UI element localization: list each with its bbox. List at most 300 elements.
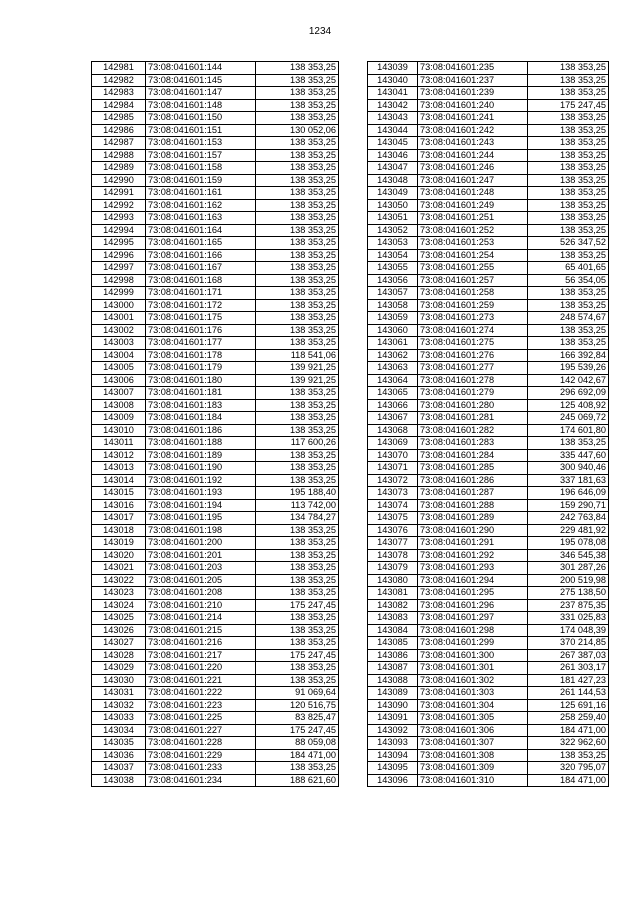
table-row <box>368 249 609 262</box>
row-number-cell: 143076 <box>368 524 418 537</box>
row-number-cell: 143039 <box>368 62 418 75</box>
table-row <box>368 137 609 150</box>
table-row <box>368 637 609 650</box>
row-number-cell: 143035 <box>92 737 146 750</box>
cadastral-number-cell: 73:08:041601:214 <box>146 612 256 625</box>
page-number: 1234 <box>308 26 332 37</box>
value-cell: 138 353,25 <box>256 424 339 437</box>
row-number-cell: 143047 <box>368 162 418 175</box>
row-number-cell: 143024 <box>92 599 146 612</box>
cadastral-number-cell: 73:08:041601:291 <box>418 537 528 550</box>
table-row <box>368 699 609 712</box>
table-row <box>92 549 339 562</box>
value-cell: 134 784,27 <box>256 512 339 525</box>
value-cell: 138 353,25 <box>256 249 339 262</box>
table-row <box>92 237 339 250</box>
value-cell: 275 138,50 <box>528 587 609 600</box>
value-cell: 138 353,25 <box>528 212 609 225</box>
cadastral-number-cell: 73:08:041601:253 <box>418 237 528 250</box>
value-cell: 138 353,25 <box>256 574 339 587</box>
value-cell: 138 353,25 <box>256 549 339 562</box>
row-number-cell: 142995 <box>92 237 146 250</box>
table-row <box>92 399 339 412</box>
table-row <box>92 524 339 537</box>
cadastral-number-cell: 73:08:041601:190 <box>146 462 256 475</box>
cadastral-number-cell: 73:08:041601:180 <box>146 374 256 387</box>
value-cell: 65 401,65 <box>528 262 609 275</box>
table-row <box>368 274 609 287</box>
row-number-cell: 142992 <box>92 199 146 212</box>
table-row <box>92 724 339 737</box>
table-row <box>92 74 339 87</box>
value-cell: 138 353,25 <box>528 149 609 162</box>
value-cell: 138 353,25 <box>256 274 339 287</box>
table-row <box>92 349 339 362</box>
table-row <box>368 562 609 575</box>
table-row <box>368 487 609 500</box>
row-number-cell: 142999 <box>92 287 146 300</box>
row-number-cell: 143030 <box>92 674 146 687</box>
table-row <box>368 774 609 787</box>
row-number-cell: 142993 <box>92 212 146 225</box>
cadastral-number-cell: 73:08:041601:301 <box>418 662 528 675</box>
value-cell: 125 691,16 <box>528 699 609 712</box>
cadastral-number-cell: 73:08:041601:235 <box>418 62 528 75</box>
value-cell: 138 353,25 <box>256 312 339 325</box>
row-number-cell: 143091 <box>368 712 418 725</box>
cadastral-number-cell: 73:08:041601:299 <box>418 637 528 650</box>
table-row <box>92 737 339 750</box>
cadastral-number-cell: 73:08:041601:288 <box>418 499 528 512</box>
table-row <box>92 512 339 525</box>
value-cell: 174 048,39 <box>528 624 609 637</box>
cadastral-number-cell: 73:08:041601:283 <box>418 437 528 450</box>
row-number-cell: 143055 <box>368 262 418 275</box>
cadastral-number-cell: 73:08:041601:229 <box>146 749 256 762</box>
value-cell: 175 247,45 <box>528 99 609 112</box>
value-cell: 138 353,25 <box>528 74 609 87</box>
value-cell: 138 353,25 <box>256 762 339 775</box>
row-number-cell: 143062 <box>368 349 418 362</box>
cadastral-number-cell: 73:08:041601:192 <box>146 474 256 487</box>
table-row <box>368 662 609 675</box>
cadastral-number-cell: 73:08:041601:293 <box>418 562 528 575</box>
table-row <box>368 387 609 400</box>
row-number-cell: 143056 <box>368 274 418 287</box>
value-cell: 138 353,25 <box>528 174 609 187</box>
cadastral-number-cell: 73:08:041601:307 <box>418 737 528 750</box>
value-cell: 267 387,03 <box>528 649 609 662</box>
value-cell: 184 471,00 <box>528 774 609 787</box>
table-row <box>368 174 609 187</box>
row-number-cell: 142996 <box>92 249 146 262</box>
row-number-cell: 143073 <box>368 487 418 500</box>
cadastral-number-cell: 73:08:041601:228 <box>146 737 256 750</box>
value-cell: 196 646,09 <box>528 487 609 500</box>
table-row <box>92 774 339 787</box>
row-number-cell: 142986 <box>92 124 146 137</box>
row-number-cell: 143017 <box>92 512 146 525</box>
value-cell: 138 353,25 <box>256 199 339 212</box>
cadastral-number-cell: 73:08:041601:168 <box>146 274 256 287</box>
cadastral-number-cell: 73:08:041601:221 <box>146 674 256 687</box>
value-cell: 138 353,25 <box>256 624 339 637</box>
value-cell: 370 214,85 <box>528 637 609 650</box>
cadastral-number-cell: 73:08:041601:287 <box>418 487 528 500</box>
table-row <box>92 662 339 675</box>
cadastral-number-cell: 73:08:041601:144 <box>146 62 256 75</box>
row-number-cell: 143040 <box>368 74 418 87</box>
cadastral-number-cell: 73:08:041601:309 <box>418 762 528 775</box>
table-row <box>368 737 609 750</box>
row-number-cell: 143094 <box>368 749 418 762</box>
cadastral-number-cell: 73:08:041601:278 <box>418 374 528 387</box>
table-row <box>368 624 609 637</box>
row-number-cell: 143063 <box>368 362 418 375</box>
value-cell: 159 290,71 <box>528 499 609 512</box>
row-number-cell: 142988 <box>92 149 146 162</box>
value-cell: 56 354,05 <box>528 274 609 287</box>
cadastral-number-cell: 73:08:041601:254 <box>418 249 528 262</box>
cadastral-number-cell: 73:08:041601:282 <box>418 424 528 437</box>
cadastral-number-cell: 73:08:041601:241 <box>418 112 528 125</box>
table-row <box>92 199 339 212</box>
table-row <box>92 499 339 512</box>
table-row <box>92 137 339 150</box>
table-row <box>92 187 339 200</box>
table-row <box>92 674 339 687</box>
table-row <box>92 474 339 487</box>
cadastral-number-cell: 73:08:041601:280 <box>418 399 528 412</box>
cadastral-number-cell: 73:08:041601:286 <box>418 474 528 487</box>
table-row <box>92 62 339 75</box>
value-cell: 138 353,25 <box>256 324 339 337</box>
table-row <box>368 499 609 512</box>
row-number-cell: 143020 <box>92 549 146 562</box>
table-row <box>368 587 609 600</box>
value-cell: 138 353,25 <box>528 299 609 312</box>
cadastral-number-cell: 73:08:041601:161 <box>146 187 256 200</box>
value-cell: 91 069,64 <box>256 687 339 700</box>
table-row <box>368 749 609 762</box>
row-number-cell: 142991 <box>92 187 146 200</box>
value-cell: 138 353,25 <box>528 224 609 237</box>
table-row <box>368 599 609 612</box>
row-number-cell: 143071 <box>368 462 418 475</box>
value-cell: 138 353,25 <box>256 224 339 237</box>
table-row <box>368 112 609 125</box>
row-number-cell: 143007 <box>92 387 146 400</box>
row-number-cell: 143018 <box>92 524 146 537</box>
value-cell: 139 921,25 <box>256 374 339 387</box>
row-number-cell: 143029 <box>92 662 146 675</box>
row-number-cell: 143095 <box>368 762 418 775</box>
table-row <box>368 87 609 100</box>
table-row <box>368 474 609 487</box>
value-cell: 337 181,63 <box>528 474 609 487</box>
value-cell: 117 600,26 <box>256 437 339 450</box>
cadastral-number-cell: 73:08:041601:193 <box>146 487 256 500</box>
table-row <box>368 649 609 662</box>
cadastral-number-cell: 73:08:041601:171 <box>146 287 256 300</box>
table-row <box>92 112 339 125</box>
value-cell: 138 353,25 <box>256 287 339 300</box>
row-number-cell: 143088 <box>368 674 418 687</box>
table-row <box>368 287 609 300</box>
cadastral-number-cell: 73:08:041601:176 <box>146 324 256 337</box>
value-cell: 195 539,26 <box>528 362 609 375</box>
registry-table-left <box>91 61 339 787</box>
row-number-cell: 143077 <box>368 537 418 550</box>
value-cell: 138 353,25 <box>256 112 339 125</box>
value-cell: 175 247,45 <box>256 649 339 662</box>
row-number-cell: 143083 <box>368 612 418 625</box>
value-cell: 175 247,45 <box>256 599 339 612</box>
cadastral-number-cell: 73:08:041601:165 <box>146 237 256 250</box>
value-cell: 138 353,25 <box>256 187 339 200</box>
row-number-cell: 143058 <box>368 299 418 312</box>
row-number-cell: 143010 <box>92 424 146 437</box>
table-row <box>92 624 339 637</box>
cadastral-number-cell: 73:08:041601:279 <box>418 387 528 400</box>
table-row <box>92 612 339 625</box>
cadastral-number-cell: 73:08:041601:289 <box>418 512 528 525</box>
value-cell: 138 353,25 <box>528 249 609 262</box>
table-row <box>92 749 339 762</box>
value-cell: 118 541,06 <box>256 349 339 362</box>
row-number-cell: 142985 <box>92 112 146 125</box>
row-number-cell: 143022 <box>92 574 146 587</box>
row-number-cell: 143092 <box>368 724 418 737</box>
row-number-cell: 143065 <box>368 387 418 400</box>
value-cell: 138 353,25 <box>256 174 339 187</box>
row-number-cell: 143002 <box>92 324 146 337</box>
row-number-cell: 143093 <box>368 737 418 750</box>
table-row <box>368 212 609 225</box>
value-cell: 184 471,00 <box>528 724 609 737</box>
cadastral-number-cell: 73:08:041601:244 <box>418 149 528 162</box>
cadastral-number-cell: 73:08:041601:222 <box>146 687 256 700</box>
cadastral-number-cell: 73:08:041601:158 <box>146 162 256 175</box>
row-number-cell: 143057 <box>368 287 418 300</box>
row-number-cell: 143032 <box>92 699 146 712</box>
cadastral-number-cell: 73:08:041601:151 <box>146 124 256 137</box>
cadastral-number-cell: 73:08:041601:201 <box>146 549 256 562</box>
row-number-cell: 143081 <box>368 587 418 600</box>
cadastral-number-cell: 73:08:041601:310 <box>418 774 528 787</box>
cadastral-number-cell: 73:08:041601:249 <box>418 199 528 212</box>
cadastral-number-cell: 73:08:041601:186 <box>146 424 256 437</box>
row-number-cell: 143019 <box>92 537 146 550</box>
value-cell: 138 353,25 <box>528 187 609 200</box>
cadastral-number-cell: 73:08:041601:252 <box>418 224 528 237</box>
table-row <box>368 299 609 312</box>
cadastral-number-cell: 73:08:041601:181 <box>146 387 256 400</box>
row-number-cell: 143037 <box>92 762 146 775</box>
cadastral-number-cell: 73:08:041601:177 <box>146 337 256 350</box>
row-number-cell: 143089 <box>368 687 418 700</box>
cadastral-number-cell: 73:08:041601:303 <box>418 687 528 700</box>
value-cell: 138 353,25 <box>256 237 339 250</box>
table-row <box>92 337 339 350</box>
table-row <box>92 124 339 137</box>
value-cell: 138 353,25 <box>256 399 339 412</box>
cadastral-number-cell: 73:08:041601:227 <box>146 724 256 737</box>
cadastral-number-cell: 73:08:041601:276 <box>418 349 528 362</box>
value-cell: 138 353,25 <box>256 474 339 487</box>
cadastral-number-cell: 73:08:041601:281 <box>418 412 528 425</box>
table-row <box>92 424 339 437</box>
value-cell: 261 144,53 <box>528 687 609 700</box>
table-row <box>92 712 339 725</box>
row-number-cell: 142990 <box>92 174 146 187</box>
cadastral-number-cell: 73:08:041601:200 <box>146 537 256 550</box>
value-cell: 346 545,38 <box>528 549 609 562</box>
value-cell: 138 353,25 <box>256 212 339 225</box>
value-cell: 138 353,25 <box>528 337 609 350</box>
row-number-cell: 143050 <box>368 199 418 212</box>
cadastral-number-cell: 73:08:041601:305 <box>418 712 528 725</box>
row-number-cell: 142987 <box>92 137 146 150</box>
table-row <box>368 437 609 450</box>
cadastral-number-cell: 73:08:041601:285 <box>418 462 528 475</box>
table-row <box>368 524 609 537</box>
cadastral-number-cell: 73:08:041601:194 <box>146 499 256 512</box>
table-row <box>368 762 609 775</box>
row-number-cell: 143067 <box>368 412 418 425</box>
value-cell: 188 621,60 <box>256 774 339 787</box>
row-number-cell: 143066 <box>368 399 418 412</box>
registry-table-right <box>367 61 609 787</box>
row-number-cell: 143051 <box>368 212 418 225</box>
row-number-cell: 143003 <box>92 337 146 350</box>
value-cell: 142 042,67 <box>528 374 609 387</box>
row-number-cell: 143011 <box>92 437 146 450</box>
row-number-cell: 143048 <box>368 174 418 187</box>
row-number-cell: 143049 <box>368 187 418 200</box>
table-row <box>368 449 609 462</box>
table-row <box>368 574 609 587</box>
table-row <box>368 324 609 337</box>
cadastral-number-cell: 73:08:041601:184 <box>146 412 256 425</box>
row-number-cell: 143046 <box>368 149 418 162</box>
table-row <box>368 199 609 212</box>
table-row <box>92 562 339 575</box>
value-cell: 138 353,25 <box>528 324 609 337</box>
value-cell: 237 875,35 <box>528 599 609 612</box>
value-cell: 138 353,25 <box>256 262 339 275</box>
value-cell: 181 427,23 <box>528 674 609 687</box>
table-row <box>92 374 339 387</box>
row-number-cell: 143034 <box>92 724 146 737</box>
cadastral-number-cell: 73:08:041601:239 <box>418 87 528 100</box>
value-cell: 229 481,92 <box>528 524 609 537</box>
value-cell: 138 353,25 <box>528 287 609 300</box>
cadastral-number-cell: 73:08:041601:290 <box>418 524 528 537</box>
table-row <box>92 462 339 475</box>
cadastral-number-cell: 73:08:041601:257 <box>418 274 528 287</box>
table-row <box>92 599 339 612</box>
value-cell: 138 353,25 <box>528 749 609 762</box>
row-number-cell: 143015 <box>92 487 146 500</box>
table-row <box>92 762 339 775</box>
value-cell: 138 353,25 <box>528 112 609 125</box>
cadastral-number-cell: 73:08:041601:198 <box>146 524 256 537</box>
row-number-cell: 143085 <box>368 637 418 650</box>
value-cell: 296 692,09 <box>528 387 609 400</box>
row-number-cell: 143074 <box>368 499 418 512</box>
table-row <box>368 512 609 525</box>
row-number-cell: 143078 <box>368 549 418 562</box>
row-number-cell: 142994 <box>92 224 146 237</box>
value-cell: 335 447,60 <box>528 449 609 462</box>
row-number-cell: 143008 <box>92 399 146 412</box>
cadastral-number-cell: 73:08:041601:188 <box>146 437 256 450</box>
table-row <box>368 149 609 162</box>
cadastral-number-cell: 73:08:041601:308 <box>418 749 528 762</box>
row-number-cell: 143072 <box>368 474 418 487</box>
value-cell: 138 353,25 <box>256 462 339 475</box>
value-cell: 195 188,40 <box>256 487 339 500</box>
table-row <box>368 99 609 112</box>
cadastral-number-cell: 73:08:041601:150 <box>146 112 256 125</box>
value-cell: 331 025,83 <box>528 612 609 625</box>
cadastral-number-cell: 73:08:041601:145 <box>146 74 256 87</box>
row-number-cell: 143043 <box>368 112 418 125</box>
table-row <box>368 612 609 625</box>
cadastral-number-cell: 73:08:041601:178 <box>146 349 256 362</box>
value-cell: 138 353,25 <box>256 87 339 100</box>
value-cell: 242 763,84 <box>528 512 609 525</box>
cadastral-number-cell: 73:08:041601:284 <box>418 449 528 462</box>
value-cell: 138 353,25 <box>256 337 339 350</box>
row-number-cell: 143082 <box>368 599 418 612</box>
row-number-cell: 143038 <box>92 774 146 787</box>
value-cell: 174 601,80 <box>528 424 609 437</box>
cadastral-number-cell: 73:08:041601:302 <box>418 674 528 687</box>
value-cell: 320 795,07 <box>528 762 609 775</box>
value-cell: 175 247,45 <box>256 724 339 737</box>
cadastral-number-cell: 73:08:041601:247 <box>418 174 528 187</box>
table-row <box>368 237 609 250</box>
cadastral-number-cell: 73:08:041601:148 <box>146 99 256 112</box>
row-number-cell: 143079 <box>368 562 418 575</box>
value-cell: 301 287,26 <box>528 562 609 575</box>
row-number-cell: 143045 <box>368 137 418 150</box>
table-row <box>92 249 339 262</box>
row-number-cell: 143052 <box>368 224 418 237</box>
row-number-cell: 143042 <box>368 99 418 112</box>
table-row <box>368 62 609 75</box>
cadastral-number-cell: 73:08:041601:242 <box>418 124 528 137</box>
cadastral-number-cell: 73:08:041601:203 <box>146 562 256 575</box>
table-row <box>92 287 339 300</box>
cadastral-number-cell: 73:08:041601:306 <box>418 724 528 737</box>
row-number-cell: 143090 <box>368 699 418 712</box>
value-cell: 138 353,25 <box>256 137 339 150</box>
table-row <box>368 412 609 425</box>
row-number-cell: 143014 <box>92 474 146 487</box>
row-number-cell: 143044 <box>368 124 418 137</box>
row-number-cell: 143023 <box>92 587 146 600</box>
table-row <box>368 462 609 475</box>
value-cell: 258 259,40 <box>528 712 609 725</box>
table-row <box>92 362 339 375</box>
row-number-cell: 143026 <box>92 624 146 637</box>
table-row <box>92 324 339 337</box>
cadastral-number-cell: 73:08:041601:164 <box>146 224 256 237</box>
cadastral-number-cell: 73:08:041601:298 <box>418 624 528 637</box>
